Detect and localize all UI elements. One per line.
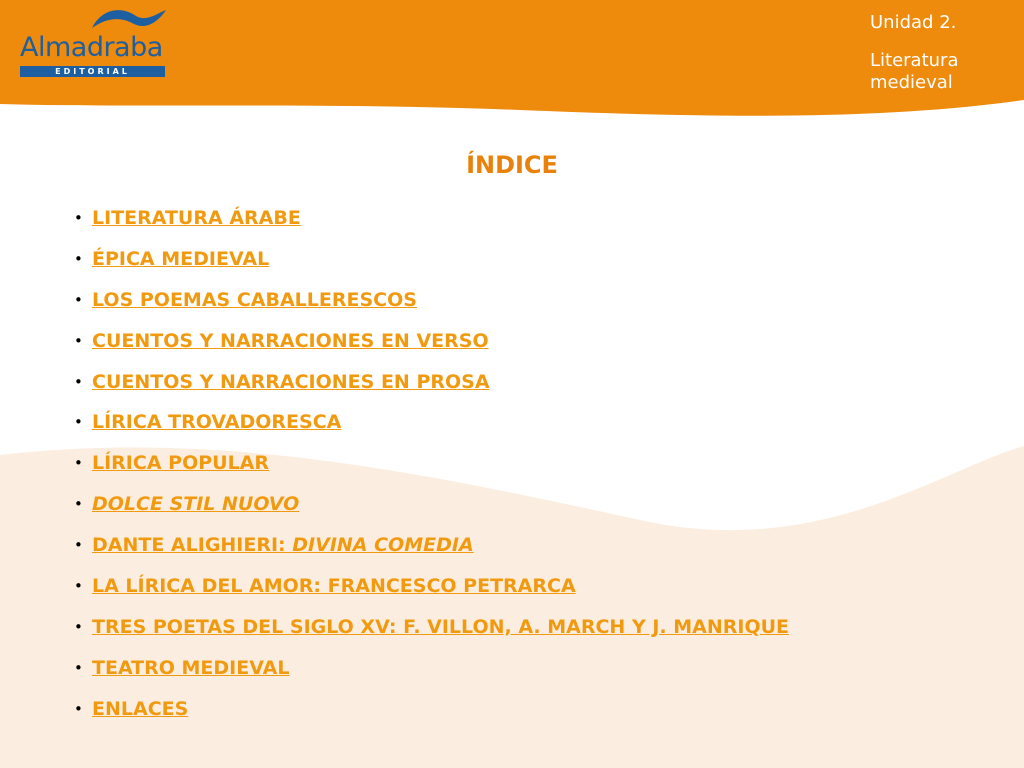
bullet: • (74, 372, 83, 391)
index-item (74, 326, 789, 367)
unit-heading (870, 12, 1024, 94)
index-link-lirica-trovadoresca[interactable]: LÍRICA TROVADORESCA (92, 411, 342, 434)
index-item (74, 694, 789, 735)
index-link-teatro-medieval[interactable]: TEATRO MEDIEVAL (92, 656, 290, 679)
bullet: • (74, 331, 83, 350)
index-link-text: DANTE ALIGHIERI: (92, 534, 293, 557)
index-item (74, 285, 789, 326)
bullet: • (74, 290, 83, 309)
index-item (74, 530, 789, 571)
index-item (74, 489, 789, 530)
unit-number: Unidad 2. (870, 12, 957, 33)
index-link-epica-medieval[interactable]: ÉPICA MEDIEVAL (92, 247, 270, 270)
index-item (74, 653, 789, 694)
index-link-cuentos-prosa[interactable]: CUENTOS Y NARRACIONES EN PROSA (92, 370, 490, 393)
index-link-dante[interactable] (92, 534, 474, 556)
index-link-italic: DIVINA COMEDIA (292, 534, 474, 557)
bullet: • (74, 249, 83, 268)
index-link-cuentos-verso[interactable]: CUENTOS Y NARRACIONES EN VERSO (92, 329, 489, 352)
bullet: • (74, 699, 83, 718)
bullet: • (74, 454, 83, 473)
logo-subtitle: EDITORIAL (20, 66, 165, 77)
bullet: • (74, 617, 83, 636)
bullet: • (74, 658, 83, 677)
unit-topic: Literatura medieval (870, 50, 959, 93)
index-link-italic: DOLCE STIL NUOVO (92, 493, 300, 516)
index-link-literatura-arabe[interactable]: LITERATURA ÁRABE (92, 207, 301, 229)
index-item (74, 612, 789, 653)
index-item (74, 407, 789, 448)
bullet: • (74, 577, 83, 596)
index-link-dolce-stil-nuovo[interactable] (92, 493, 299, 515)
index-item (74, 203, 789, 244)
index-item (74, 448, 789, 489)
index-list (74, 203, 789, 735)
index-item (74, 571, 789, 612)
logo-wordmark: Almadraba (20, 32, 163, 63)
index-link-enlaces[interactable]: ENLACES (92, 697, 189, 720)
almadraba-logo (20, 6, 170, 80)
index-item (74, 244, 789, 285)
bullet: • (74, 495, 83, 514)
bullet: • (74, 536, 83, 555)
bullet: • (74, 413, 83, 432)
index-link-lirica-popular[interactable]: LÍRICA POPULAR (92, 452, 270, 475)
index-link-tres-poetas[interactable]: TRES POETAS DEL SIGLO XV: F. VILLON, A. MARCH Y J. MANRIQUE (92, 615, 789, 638)
index-link-poemas-caballerescos[interactable]: LOS POEMAS CABALLERESCOS (92, 288, 417, 311)
index-item (74, 367, 789, 408)
index-title: ÍNDICE (466, 151, 558, 179)
bullet: • (74, 209, 83, 227)
index-link-petrarca[interactable]: LA LÍRICA DEL AMOR: FRANCESCO PETRARCA (92, 575, 576, 598)
